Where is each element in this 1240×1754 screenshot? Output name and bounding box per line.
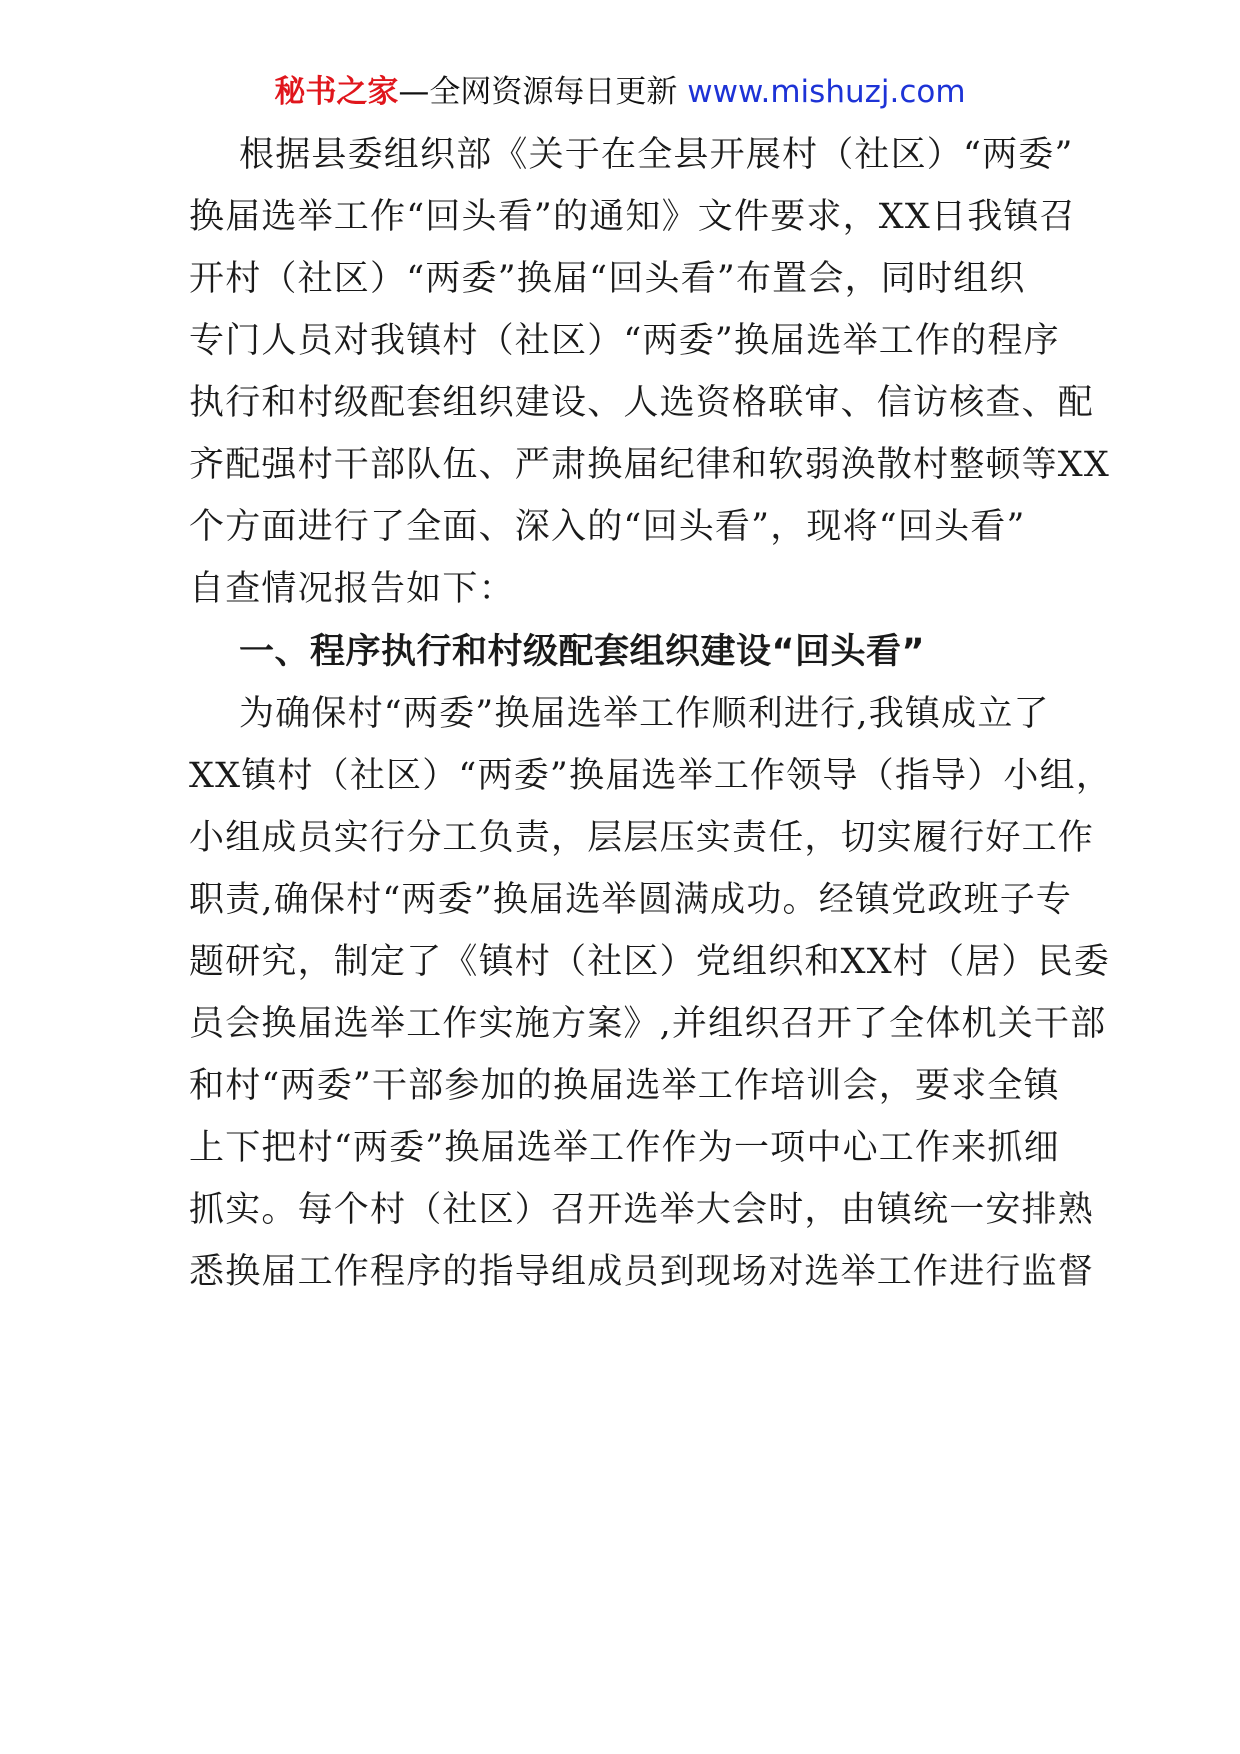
paragraph-line: XX镇村（社区）“两委”换届选举工作领导（指导）小组， xyxy=(189,756,1113,796)
paragraph-line: 个方面进行了全面、深入的“回头看”，现将“回头看” xyxy=(189,507,1026,547)
site-url-link[interactable]: www.mishuzj.com xyxy=(687,74,966,110)
paragraph-line: 自查情况报告如下： xyxy=(189,569,515,609)
paragraph-line: 员会换届选举工作实施方案》,并组织召开了全体机关干部 xyxy=(189,1004,1107,1044)
paragraph-line: 换届选举工作“回头看”的通知》文件要求，XX日我镇召 xyxy=(189,197,1076,237)
paragraph-line: 开村（社区）“两委”换届“回头看”布置会，同时组织 xyxy=(189,259,1026,299)
paragraph-line: 根据县委组织部《关于在全县开展村（社区）“两委” xyxy=(239,135,1074,175)
paragraph-line: 职责,确保村“两委”换届选举圆满成功。经镇党政班子专 xyxy=(189,880,1073,920)
paragraph-line: 专门人员对我镇村（社区）“两委”换届选举工作的程序 xyxy=(189,321,1060,361)
paragraph-line: 题研究，制定了《镇村（社区）党组织和XX村（居）民委 xyxy=(189,942,1111,982)
paragraph-line: 抓实。每个村（社区）召开选举大会时，由镇统一安排熟 xyxy=(189,1190,1095,1230)
paragraph-line: 和村“两委”干部参加的换届选举工作培训会，要求全镇 xyxy=(189,1066,1060,1106)
paragraph-line: 为确保村“两委”换届选举工作顺利进行,我镇成立了 xyxy=(239,694,1050,734)
paragraph-line: 齐配强村干部队伍、严肃换届纪律和软弱涣散村整顿等XX xyxy=(189,445,1111,485)
paragraph-line: 小组成员实行分工负责，层层压实责任，切实履行好工作 xyxy=(189,818,1095,858)
paragraph-line: 悉换届工作程序的指导组成员到现场对选举工作进行监督 xyxy=(189,1252,1095,1292)
section-heading: 一、程序执行和村级配套组织建设“回头看” xyxy=(239,632,926,672)
brand-name: 秘书之家 xyxy=(274,74,399,110)
header-tagline: —全网资源每日更新 xyxy=(398,74,678,110)
paragraph-line: 执行和村级配套组织建设、人选资格联审、信访核查、配 xyxy=(189,383,1095,423)
site-header xyxy=(0,72,1240,112)
paragraph-line: 上下把村“两委”换届选举工作作为一项中心工作来抓细 xyxy=(189,1128,1060,1168)
